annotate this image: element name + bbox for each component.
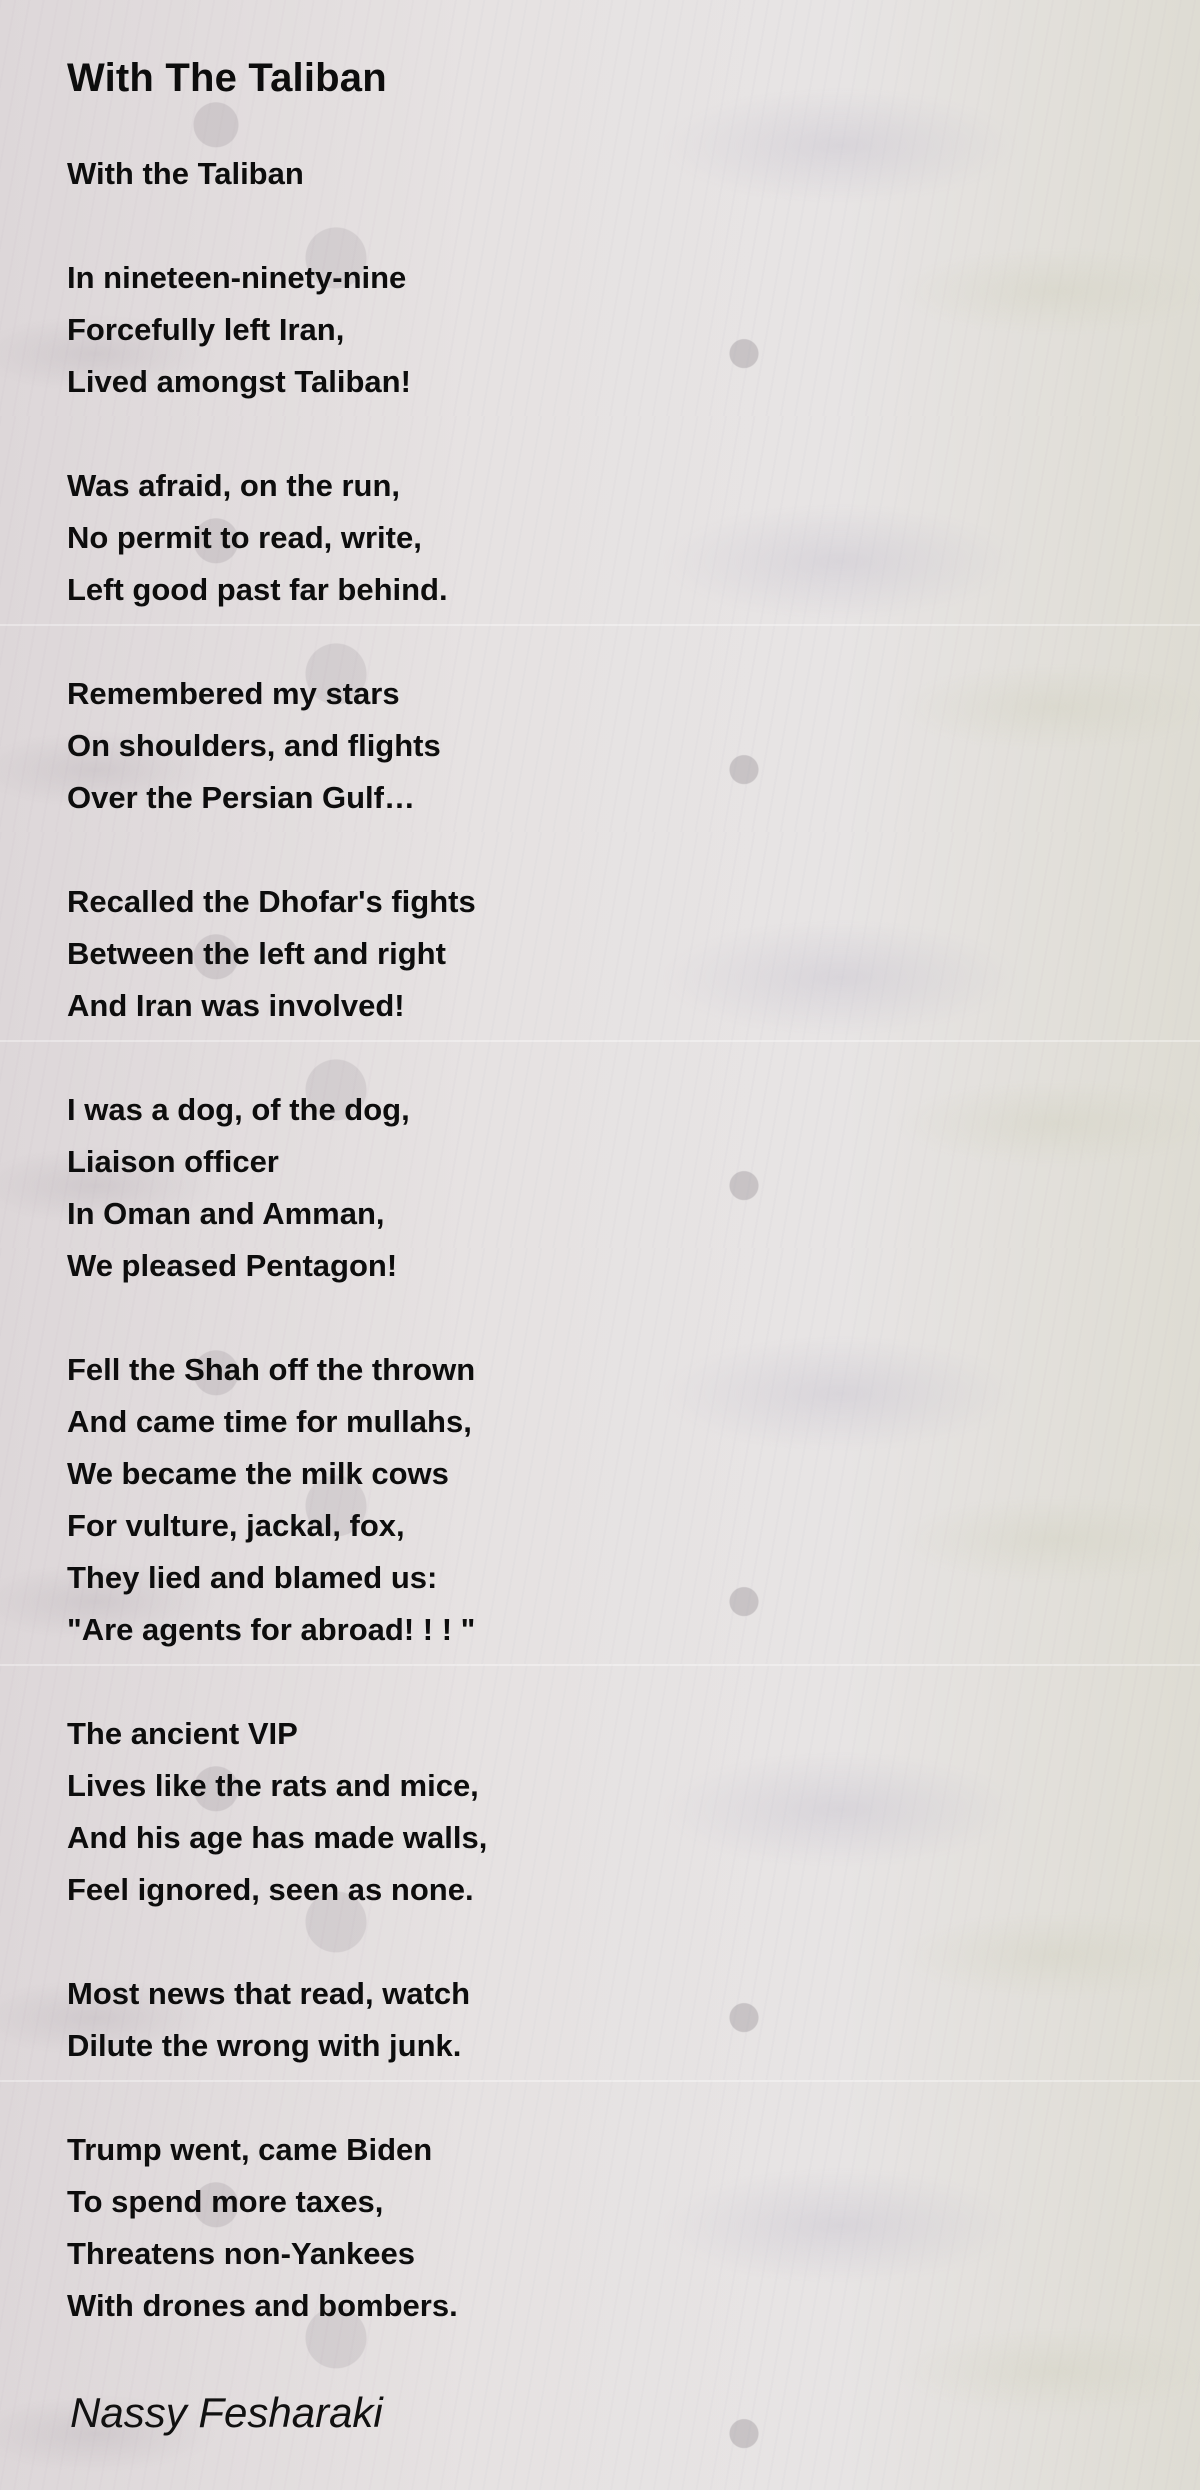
poem-line: Liaison officer [67, 1144, 279, 1179]
poem-line: Forcefully left Iran, [67, 312, 345, 347]
poem-line: Lives like the rats and mice, [67, 1768, 479, 1803]
poem-line: To spend more taxes, [67, 2184, 384, 2219]
poem-line: Over the Persian Gulf… [67, 780, 415, 815]
poem-line: And came time for mullahs, [67, 1404, 472, 1439]
poem-line: They lied and blamed us: [67, 1560, 438, 1595]
poem-line: With drones and bombers. [67, 2288, 458, 2323]
poem-line: In nineteen-ninety-nine [67, 260, 407, 295]
stanza-break [67, 824, 1147, 876]
poem-author: Nassy Fesharaki [70, 2389, 383, 2436]
poem-line: Most news that read, watch [67, 1976, 471, 2011]
poem-line: Threatens non-Yankees [67, 2236, 416, 2271]
poem-line: The ancient VIP [67, 1716, 298, 1751]
stanza-break [67, 616, 1147, 668]
poem-line: Feel ignored, seen as none. [67, 1872, 474, 1907]
stanza-break [67, 1292, 1147, 1344]
poem-line: We became the milk cows [67, 1456, 449, 1491]
stanza-break [67, 200, 1147, 252]
poem-line: For vulture, jackal, fox, [67, 1508, 405, 1543]
stanza-break [67, 1032, 1147, 1084]
poem-line: I was a dog, of the dog, [67, 1092, 410, 1127]
poem-line: Recalled the Dhofar's fights [67, 884, 476, 919]
poem-line: Remembered my stars [67, 676, 400, 711]
poem-line: In Oman and Amman, [67, 1196, 385, 1231]
poem-line: Fell the Shah off the thrown [67, 1352, 476, 1387]
poem-body [67, 148, 1147, 2332]
poem-line: "Are agents for abroad! ! ! " [67, 1612, 476, 1647]
poem-line: No permit to read, write, [67, 520, 422, 555]
stanza-break [67, 408, 1147, 460]
poem-line: Dilute the wrong with junk. [67, 2028, 462, 2063]
poem-line: Was afraid, on the run, [67, 468, 400, 503]
poem-title: With The Taliban [67, 56, 387, 100]
poem-line: Between the left and right [67, 936, 446, 971]
poem-line: On shoulders, and flights [67, 728, 441, 763]
stanza-break [67, 2072, 1147, 2124]
poem-container [67, 48, 1147, 2332]
poem-line: Lived amongst Taliban! [67, 364, 411, 399]
stanza-break [67, 1916, 1147, 1968]
poem-line: With the Taliban [67, 156, 304, 191]
poem-line: Trump went, came Biden [67, 2132, 433, 2167]
poem-line: And Iran was involved! [67, 988, 405, 1023]
poem-line: And his age has made walls, [67, 1820, 488, 1855]
poem-line: Left good past far behind. [67, 572, 448, 607]
poem-line: We pleased Pentagon! [67, 1248, 398, 1283]
stanza-break [67, 1656, 1147, 1708]
